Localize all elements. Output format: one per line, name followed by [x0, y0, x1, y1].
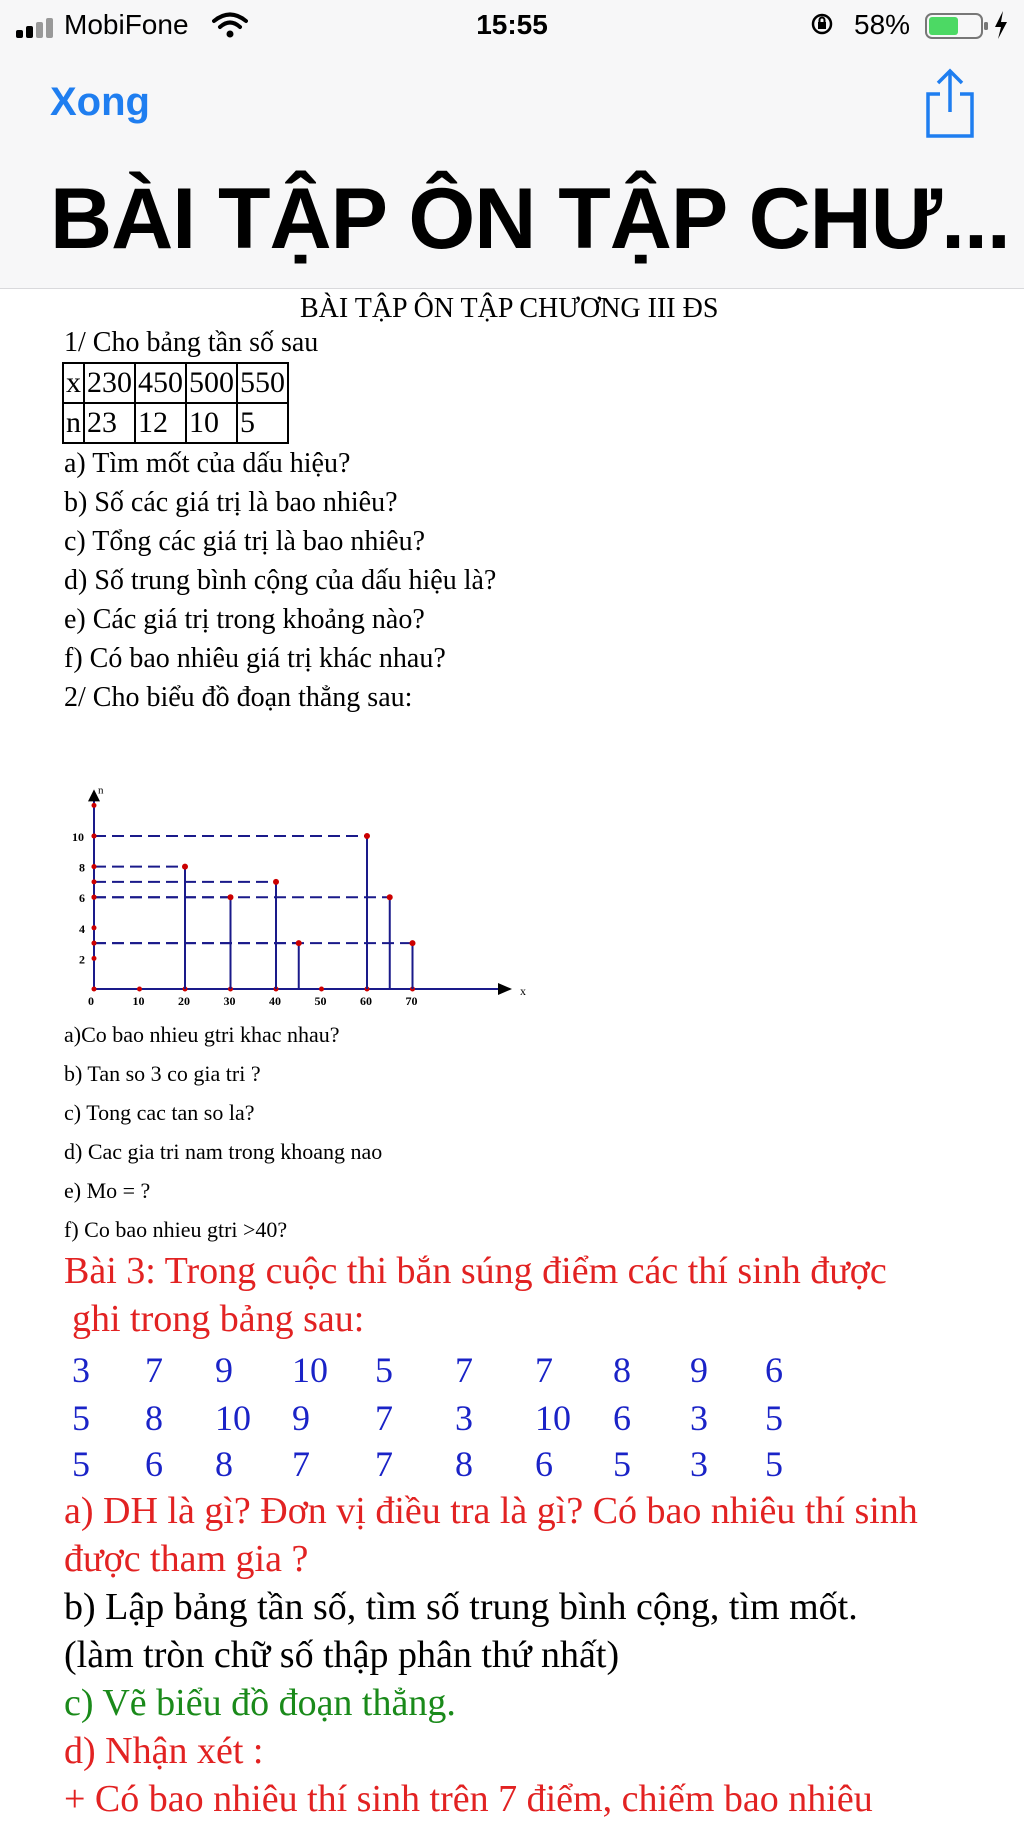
data-point — [387, 894, 393, 900]
data-point — [364, 833, 370, 839]
score-value: 6 — [613, 1398, 631, 1438]
score-value: 10 — [292, 1350, 328, 1390]
q2-item-a: a)Co bao nhieu gtri khac nhau? — [64, 1022, 340, 1047]
score-value: 6 — [145, 1444, 163, 1484]
score-value: 5 — [765, 1444, 783, 1484]
document-page — [0, 289, 1024, 1820]
x-tick-label: 60 — [360, 994, 372, 1008]
q1-item-c: c) Tổng các giá trị là bao nhiêu? — [64, 526, 425, 557]
y-tick-dot — [92, 803, 97, 808]
data-point — [410, 940, 416, 946]
frequency-table — [62, 362, 289, 444]
rotation-lock-icon — [810, 12, 834, 36]
y-tick-dot — [92, 925, 97, 930]
q2-item-e: e) Mo = ? — [64, 1178, 151, 1203]
score-value: 9 — [690, 1350, 708, 1390]
score-value: 7 — [145, 1350, 163, 1390]
score-value: 7 — [535, 1350, 553, 1390]
y-value-dot — [92, 941, 97, 946]
score-value: 5 — [765, 1398, 783, 1438]
q3-b-line1: b) Lập bảng tần số, tìm số trung bình cộng, tìm mốt. — [64, 1586, 858, 1628]
share-icon[interactable] — [924, 68, 976, 140]
q2-item-c: c) Tong cac tan so la? — [64, 1100, 255, 1125]
q3-c: c) Vẽ biểu đồ đoạn thẳng. — [64, 1682, 456, 1724]
table-cell: 230 — [84, 363, 135, 403]
done-button[interactable]: Xong — [50, 80, 150, 124]
q2-item-f: f) Co bao nhieu gtri >40? — [64, 1217, 288, 1242]
q3-b-line2: (làm tròn chữ số thập phân thứ nhất) — [64, 1634, 620, 1676]
y-tick-dot — [92, 956, 97, 961]
q3-a-line2: được tham gia ? — [64, 1538, 309, 1580]
table-cell: 500 — [186, 363, 237, 403]
battery-icon — [925, 13, 989, 39]
x-tick-dot — [319, 987, 324, 992]
score-value: 8 — [215, 1444, 233, 1484]
document-title: BÀI TẬP ÔN TẬP CHƯ... — [50, 171, 1010, 267]
score-value: 7 — [292, 1444, 310, 1484]
x-tick-label: 70 — [405, 994, 418, 1008]
y-tick-label: 6 — [79, 891, 85, 906]
y-tick-label: 8 — [79, 860, 85, 875]
x-tick-dot — [92, 987, 97, 992]
score-value: 5 — [72, 1398, 90, 1438]
y-tick-label: 10 — [72, 830, 84, 844]
table-cell: 450 — [135, 363, 186, 403]
table-cell: 12 — [135, 403, 186, 443]
q1-intro: 1/ Cho bảng tần số sau — [64, 327, 319, 358]
q2-intro: 2/ Cho biểu đồ đoạn thẳng sau: — [64, 682, 413, 713]
x-tick-dot — [137, 987, 142, 992]
data-point — [228, 894, 234, 900]
table-cell: x — [63, 363, 84, 403]
y-axis-label: n — [98, 784, 104, 797]
score-value: 7 — [455, 1350, 473, 1390]
segment-chart — [50, 719, 650, 1009]
table-row-x — [63, 363, 288, 403]
battery-percent: 58% — [854, 9, 911, 40]
q2-item-d: d) Cac gia tri nam trong khoang nao — [64, 1139, 383, 1164]
table-cell: 5 — [237, 403, 288, 443]
q1-item-e: e) Các giá trị trong khoảng nào? — [64, 604, 425, 635]
score-value: 3 — [72, 1350, 90, 1390]
x-axis-label: x — [520, 984, 526, 998]
x-tick-label: 50 — [314, 994, 327, 1008]
table-cell: 23 — [84, 403, 135, 443]
table-cell: 10 — [186, 403, 237, 443]
q2-item-b: b) Tan so 3 co gia tri ? — [64, 1061, 261, 1086]
score-value: 8 — [145, 1398, 163, 1438]
q3-title-line2: ghi trong bảng sau: — [72, 1298, 365, 1340]
y-value-dot — [92, 879, 97, 884]
score-value: 3 — [690, 1444, 708, 1484]
table-row-n — [63, 403, 288, 443]
y-tick-label: 2 — [79, 952, 85, 967]
x-tick-label: 40 — [269, 994, 281, 1008]
q1-item-a: a) Tìm mốt của dấu hiệu? — [64, 448, 351, 479]
x-tick-label: 10 — [132, 994, 145, 1008]
score-value: 8 — [613, 1350, 631, 1390]
q1-item-f: f) Có bao nhiêu giá trị khác nhau? — [64, 643, 446, 674]
score-value: 9 — [215, 1350, 233, 1390]
y-value-dot — [92, 864, 97, 869]
table-cell: n — [63, 403, 84, 443]
document-heading: BÀI TẬP ÔN TẬP CHƯƠNG III ĐS — [300, 293, 719, 324]
x-tick-label: 20 — [178, 994, 190, 1008]
table-cell: 550 — [237, 363, 288, 403]
data-point — [296, 940, 302, 946]
score-value: 7 — [375, 1444, 393, 1484]
status-time: 15:55 — [476, 9, 548, 40]
q3-d-plus: + Có bao nhiêu thí sinh trên 7 điểm, chiếm bao nhiêu — [64, 1778, 873, 1820]
q3-title-line1: Bài 3: Trong cuộc thi bắn súng điểm các thí sinh được — [64, 1250, 887, 1292]
q3-d: d) Nhận xét : — [64, 1730, 264, 1772]
y-tick-label: 4 — [79, 921, 85, 936]
score-value: 6 — [535, 1444, 553, 1484]
q1-item-d: d) Số trung bình cộng của dấu hiệu là? — [64, 565, 497, 596]
status-bar — [0, 0, 1024, 52]
score-value: 10 — [535, 1398, 571, 1438]
score-value: 5 — [375, 1350, 393, 1390]
score-value: 8 — [455, 1444, 473, 1484]
y-value-dot — [92, 895, 97, 900]
score-value: 7 — [375, 1398, 393, 1438]
score-value: 3 — [455, 1398, 473, 1438]
data-point — [182, 864, 188, 870]
data-point — [273, 879, 279, 885]
y-value-dot — [92, 834, 97, 839]
carrier-name: MobiFone — [64, 9, 189, 40]
charging-icon — [993, 11, 1009, 39]
score-value: 5 — [72, 1444, 90, 1484]
score-value: 3 — [690, 1398, 708, 1438]
x-axis-arrow — [498, 983, 512, 995]
score-value: 9 — [292, 1398, 310, 1438]
q1-item-b: b) Số các giá trị là bao nhiêu? — [64, 487, 398, 518]
score-value: 10 — [215, 1398, 251, 1438]
top-bar — [0, 0, 1024, 289]
x-tick-label: 0 — [88, 994, 94, 1008]
score-value: 5 — [613, 1444, 631, 1484]
x-tick-label: 30 — [223, 994, 236, 1008]
score-value: 6 — [765, 1350, 783, 1390]
q3-a-line1: a) DH là gì? Đơn vị điều tra là gì? Có bao nhiêu thí sinh — [64, 1490, 918, 1532]
